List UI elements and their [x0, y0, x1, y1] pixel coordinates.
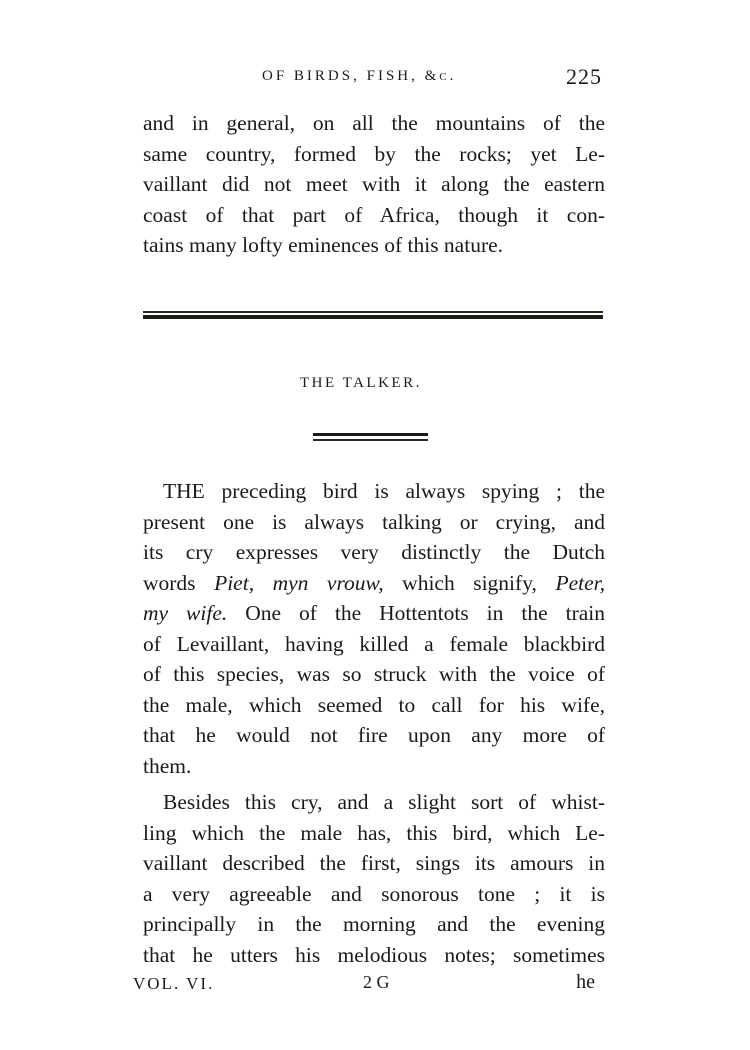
signature-mark: 2 G [363, 972, 390, 992]
text-line [143, 568, 605, 599]
paragraph-talker-song [143, 787, 605, 970]
italic-text: Peter, [555, 570, 605, 595]
text-line: and in general, on all the mountains of the [143, 111, 605, 135]
text-line: that he would not fire upon any more of [143, 723, 605, 747]
text-line: coast of that part of Africa, though it con- [143, 202, 605, 227]
text-line: Besides this cry, and a slight sort of whist- [163, 790, 605, 814]
catchword: he [576, 971, 595, 993]
volume-mark: VOL. VI. [133, 974, 215, 993]
text-line: principally in the morning and the evening [143, 912, 605, 936]
page-footer [133, 972, 595, 996]
text-line: of Levaillant, having killed a female blackbird [143, 631, 605, 656]
title-ornament-rule [313, 433, 428, 442]
divider-thick-line [143, 315, 603, 319]
text-line: its cry expresses very distinctly the Dutch [143, 540, 605, 564]
rule-thin-line [313, 439, 428, 441]
section-divider [143, 311, 603, 319]
text-line: present one is always talking or crying, and [143, 509, 605, 534]
text-line: vaillant did not meet with it along the eastern [143, 172, 605, 196]
running-head: OF BIRDS, FISH, &c. [262, 68, 457, 84]
page-number: 225 [566, 64, 602, 89]
text-line: ling which the male has, this bird, which Le- [143, 820, 605, 845]
italic-text: my wife. [143, 601, 228, 625]
paragraph-continuation [143, 108, 605, 261]
text-run: which signify, [383, 570, 556, 595]
text-line: that he utters his melodious notes; sometimes [143, 942, 605, 967]
italic-text: Piet, myn vrouw, [214, 570, 384, 595]
text-line: a very agreeable and sonorous tone ; it is [143, 881, 605, 906]
text-line: of this species, was so struck with the voice of [143, 662, 605, 686]
text-run: words [143, 570, 215, 595]
paragraph-talker-intro [143, 476, 605, 781]
text-line: them. [143, 753, 192, 778]
section-title: THE TALKER. [300, 375, 422, 391]
text-line: tains many lofty eminences of this nature. [143, 233, 504, 257]
text-line: vaillant described the first, sings its amours in [143, 851, 605, 875]
text-line [143, 598, 605, 629]
divider-thin-line [143, 311, 603, 313]
text-run: One of the Hottentots in the train [227, 601, 605, 625]
text-line: the male, which seemed to call for his wife, [143, 692, 605, 717]
rule-thick-line [313, 433, 428, 436]
text-line: THE preceding bird is always spying ; the [163, 479, 605, 503]
text-line: same country, formed by the rocks; yet Le- [143, 141, 605, 166]
